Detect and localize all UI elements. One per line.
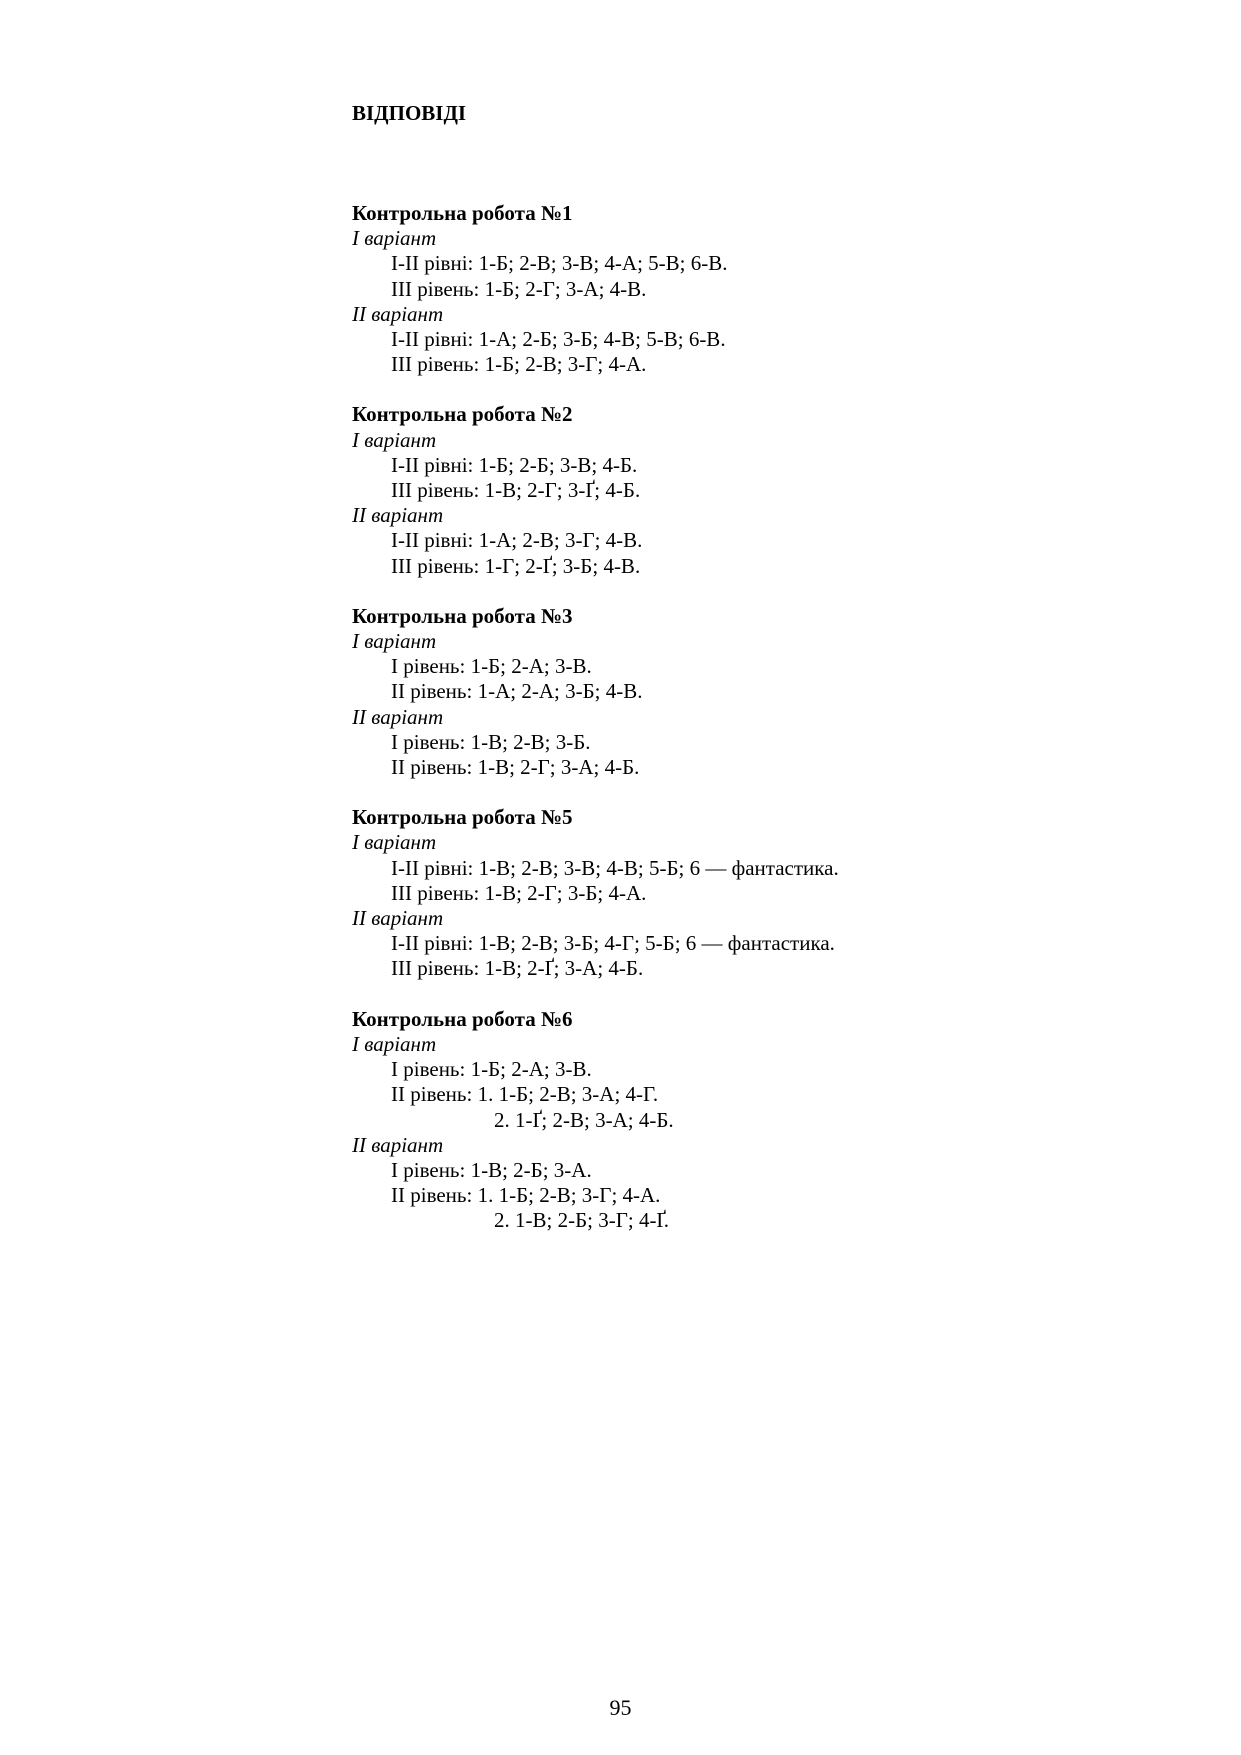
answer-line: 2. 1-В; 2-Б; 3-Г; 4-Ґ. <box>494 1208 670 1233</box>
answer-line: І рівень: 1-В; 2-Б; 3-А. <box>391 1157 592 1182</box>
section-test-6 <box>352 1007 1152 1234</box>
section-title: Контрольна робота №5 <box>352 805 573 830</box>
section-test-5 <box>352 805 1152 981</box>
answer-line: І рівень: 1-В; 2-В; 3-Б. <box>391 729 591 754</box>
variant-label: I варіант <box>352 830 437 855</box>
answer-line: І-ІІ рівні: 1-В; 2-В; 3-В; 4-В; 5-Б; 6 — фантастика. <box>391 855 839 880</box>
answer-line: ІІ рівень: 1. 1-Б; 2-В; 3-А; 4-Г. <box>391 1082 659 1107</box>
answer-line: І рівень: 1-Б; 2-А; 3-В. <box>391 1057 592 1082</box>
section-title: Контрольна робота №1 <box>352 201 573 225</box>
variant-label: II варіант <box>352 301 444 326</box>
variant-label: II варіант <box>352 503 444 528</box>
variant-label: I варіант <box>352 226 437 251</box>
answer-line: ІІІ рівень: 1-Б; 2-В; 3-Г; 4-А. <box>391 352 647 377</box>
answer-line: І-ІІ рівні: 1-А; 2-Б; 3-Б; 4-В; 5-В; 6-В. <box>391 327 726 352</box>
section-test-1 <box>352 201 1152 377</box>
page-heading: ВІДПОВІДІ <box>352 101 467 125</box>
answer-line: ІІІ рівень: 1-В; 2-Г; 3-Ґ; 4-Б. <box>391 478 641 503</box>
answer-line: ІІІ рівень: 1-Г; 2-Ґ; 3-Б; 4-В. <box>391 553 641 578</box>
page-number: 95 <box>609 1695 632 1720</box>
section-test-2 <box>352 402 1152 578</box>
answer-line: ІІІ рівень: 1-В; 2-Г; 3-Б; 4-А. <box>391 880 647 905</box>
variant-label: I варіант <box>352 629 437 654</box>
answer-line: ІІ рівень: 1. 1-Б; 2-В; 3-Г; 4-А. <box>391 1183 661 1208</box>
answer-line: ІІІ рівень: 1-Б; 2-Г; 3-А; 4-В. <box>391 276 647 301</box>
section-title: Контрольна робота №6 <box>352 1006 573 1031</box>
answers-content <box>352 201 1152 1259</box>
section-test-3 <box>352 604 1152 780</box>
answer-line: І рівень: 1-Б; 2-А; 3-В. <box>391 654 592 679</box>
variant-label: I варіант <box>352 427 437 452</box>
section-title: Контрольна робота №2 <box>352 402 573 427</box>
answer-line: ІІ рівень: 1-В; 2-Г; 3-А; 4-Б. <box>391 755 640 780</box>
answer-line: І-ІІ рівні: 1-В; 2-В; 3-Б; 4-Г; 5-Б; 6 — фантастика. <box>391 931 835 956</box>
answer-line: І-ІІ рівні: 1-Б; 2-Б; 3-В; 4-Б. <box>391 452 638 477</box>
answer-line: І-ІІ рівні: 1-Б; 2-В; 3-В; 4-А; 5-В; 6-В. <box>391 251 728 276</box>
answer-line: ІІ рівень: 1-А; 2-А; 3-Б; 4-В. <box>391 679 643 704</box>
answer-line: І-ІІ рівні: 1-А; 2-В; 3-Г; 4-В. <box>391 528 643 553</box>
variant-label: II варіант <box>352 704 444 729</box>
section-title: Контрольна робота №3 <box>352 603 573 628</box>
answer-line: ІІІ рівень: 1-В; 2-Ґ; 3-А; 4-Б. <box>391 956 644 981</box>
variant-label: II варіант <box>352 906 444 931</box>
answer-line: 2. 1-Ґ; 2-В; 3-А; 4-Б. <box>494 1107 674 1132</box>
variant-label: I варіант <box>352 1031 437 1056</box>
variant-label: II варіант <box>352 1132 444 1157</box>
